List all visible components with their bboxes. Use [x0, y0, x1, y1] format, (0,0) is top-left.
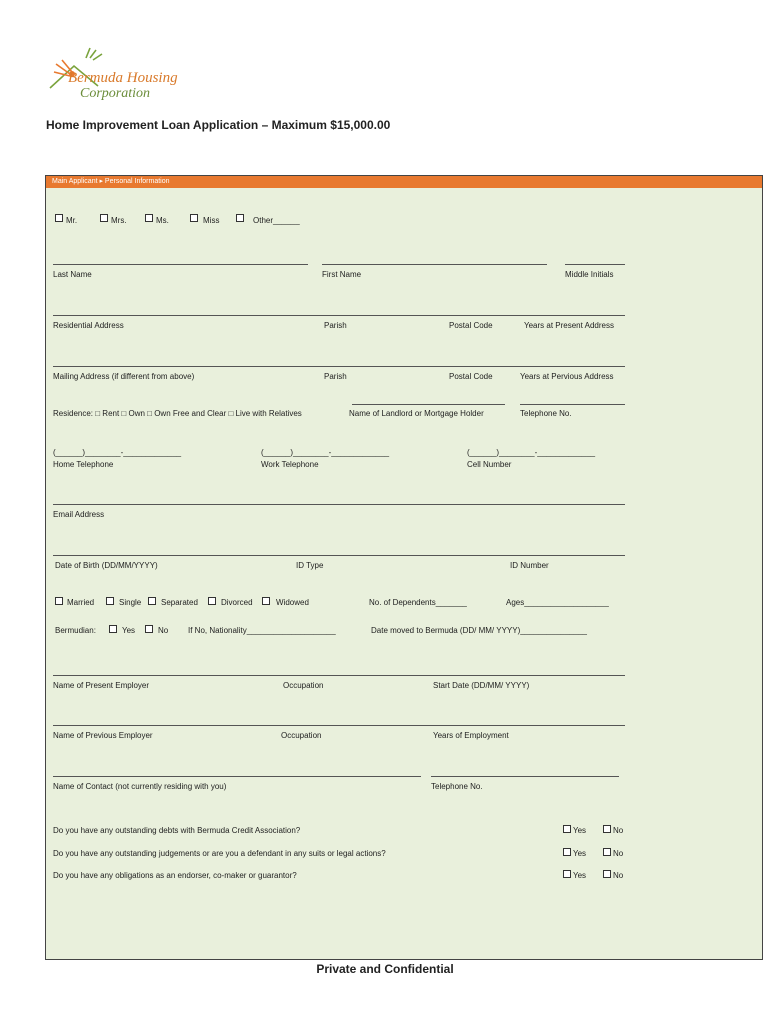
occupation-label: Occupation — [283, 681, 324, 690]
question-1-yes-label: Yes — [573, 826, 587, 835]
ms-label: Ms. — [156, 216, 169, 225]
last-name-line[interactable] — [53, 264, 308, 265]
previous-employer-label: Name of Previous Employer — [53, 731, 153, 740]
bermudian-yes-checkbox[interactable] — [109, 625, 117, 633]
email-label: Email Address — [53, 510, 105, 519]
question-1-no-checkbox[interactable] — [603, 825, 611, 833]
other-field[interactable]: Other______ — [253, 216, 300, 225]
present-employer-line[interactable] — [53, 675, 625, 676]
question-3-yes-checkbox[interactable] — [563, 870, 571, 878]
widowed-label: Widowed — [276, 598, 309, 607]
landlord-tel-label: Telephone No. — [520, 409, 572, 418]
work-tel-label: Work Telephone — [261, 460, 319, 469]
residential-address-label: Residential Address — [53, 321, 124, 330]
ages-field[interactable]: Ages___________________ — [506, 598, 609, 607]
question-2-no-label: No — [613, 849, 624, 858]
miss-checkbox[interactable] — [190, 214, 198, 222]
ms-checkbox[interactable] — [145, 214, 153, 222]
bermudian-yes-label: Yes — [122, 626, 136, 635]
residential-address-line[interactable] — [53, 315, 625, 316]
separated-label: Separated — [161, 598, 198, 607]
date-moved-field[interactable]: Date moved to Bermuda (DD/ MM/ YYYY)_______________ — [371, 626, 587, 635]
page-title: Home Improvement Loan Application – Maximum $15,000.00 — [46, 118, 391, 132]
cell-label: Cell Number — [467, 460, 512, 469]
single-checkbox[interactable] — [106, 597, 114, 605]
residence-options[interactable]: Residence: □ Rent □ Own □ Own Free and Clear □ Live with Relatives — [53, 409, 302, 418]
divorced-label: Divorced — [221, 598, 253, 607]
miss-label: Miss — [203, 216, 220, 225]
home-tel-field[interactable]: (______)________-_____________ — [53, 448, 182, 457]
id-number-label: ID Number — [510, 561, 549, 570]
mrs-label: Mrs. — [111, 216, 127, 225]
work-tel-field[interactable]: (______)________-_____________ — [261, 448, 390, 457]
separated-checkbox[interactable] — [148, 597, 156, 605]
postal-code-label: Postal Code — [449, 321, 493, 330]
mailing-address-label: Mailing Address (if different from above) — [53, 372, 195, 381]
dob-id-line[interactable] — [53, 555, 625, 556]
parish-label: Parish — [324, 321, 347, 330]
email-line[interactable] — [53, 504, 625, 505]
footer-confidential: Private and Confidential — [316, 962, 454, 976]
contact-label: Name of Contact (not currently residing with you) — [53, 782, 227, 791]
years-present-label: Years at Present Address — [524, 321, 614, 330]
question-2-no-checkbox[interactable] — [603, 848, 611, 856]
bermudian-label: Bermudian: — [55, 626, 96, 635]
middle-initials-line[interactable] — [565, 264, 625, 265]
last-name-label: Last Name — [53, 270, 92, 279]
first-name-label: First Name — [322, 270, 362, 279]
mr-label: Mr. — [66, 216, 78, 225]
question-text: Do you have any outstanding debts with Bermuda Credit Association? — [53, 826, 301, 835]
postal-code-label-2: Postal Code — [449, 372, 493, 381]
married-label: Married — [67, 598, 95, 607]
present-employer-label: Name of Present Employer — [53, 681, 150, 690]
mr-checkbox[interactable] — [55, 214, 63, 222]
previous-employer-line[interactable] — [53, 725, 625, 726]
question-text: Do you have any outstanding judgements or are you a defendant in any suits or legal actions? — [53, 849, 386, 858]
other-checkbox[interactable] — [236, 214, 244, 222]
bermudian-no-label: No — [158, 626, 169, 635]
question-1-yes-checkbox[interactable] — [563, 825, 571, 833]
nationality-field[interactable]: If No, Nationality____________________ — [188, 626, 336, 635]
first-name-line[interactable] — [322, 264, 547, 265]
logo-subtext: Corporation — [80, 86, 151, 101]
landlord-tel-line[interactable] — [520, 404, 625, 405]
question-1-no-label: No — [613, 826, 624, 835]
id-type-label: ID Type — [296, 561, 324, 570]
home-tel-label: Home Telephone — [53, 460, 114, 469]
divorced-checkbox[interactable] — [208, 597, 216, 605]
bermudian-no-checkbox[interactable] — [145, 625, 153, 633]
mrs-checkbox[interactable] — [100, 214, 108, 222]
question-text: Do you have any obligations as an endorser, co-maker or guarantor? — [53, 871, 297, 880]
contact-line[interactable] — [53, 776, 421, 777]
widowed-checkbox[interactable] — [262, 597, 270, 605]
question-2-yes-checkbox[interactable] — [563, 848, 571, 856]
start-date-label: Start Date (DD/MM/ YYYY) — [433, 681, 530, 690]
landlord-line[interactable] — [352, 404, 505, 405]
section-header: Main Applicant ▸ Personal Information — [46, 176, 762, 188]
married-checkbox[interactable] — [55, 597, 63, 605]
question-3-yes-label: Yes — [573, 871, 587, 880]
parish-label-2: Parish — [324, 372, 347, 381]
dependents-field[interactable]: No. of Dependents_______ — [369, 598, 467, 607]
landlord-label: Name of Landlord or Mortgage Holder — [349, 409, 484, 418]
occupation-label-2: Occupation — [281, 731, 322, 740]
dob-label: Date of Birth (DD/MM/YYYY) — [55, 561, 158, 570]
mailing-address-line[interactable] — [53, 366, 625, 367]
cell-field[interactable]: (______)________-_____________ — [467, 448, 596, 457]
years-previous-label: Years at Pervious Address — [520, 372, 614, 381]
logo-text: Bermuda Housing — [68, 70, 178, 86]
question-2-yes-label: Yes — [573, 849, 587, 858]
single-label: Single — [119, 598, 142, 607]
question-3-no-label: No — [613, 871, 624, 880]
question-3-no-checkbox[interactable] — [603, 870, 611, 878]
years-employment-label: Years of Employment — [433, 731, 509, 740]
contact-tel-line[interactable] — [431, 776, 619, 777]
contact-tel-label: Telephone No. — [431, 782, 483, 791]
middle-initials-label: Middle Initials — [565, 270, 614, 279]
